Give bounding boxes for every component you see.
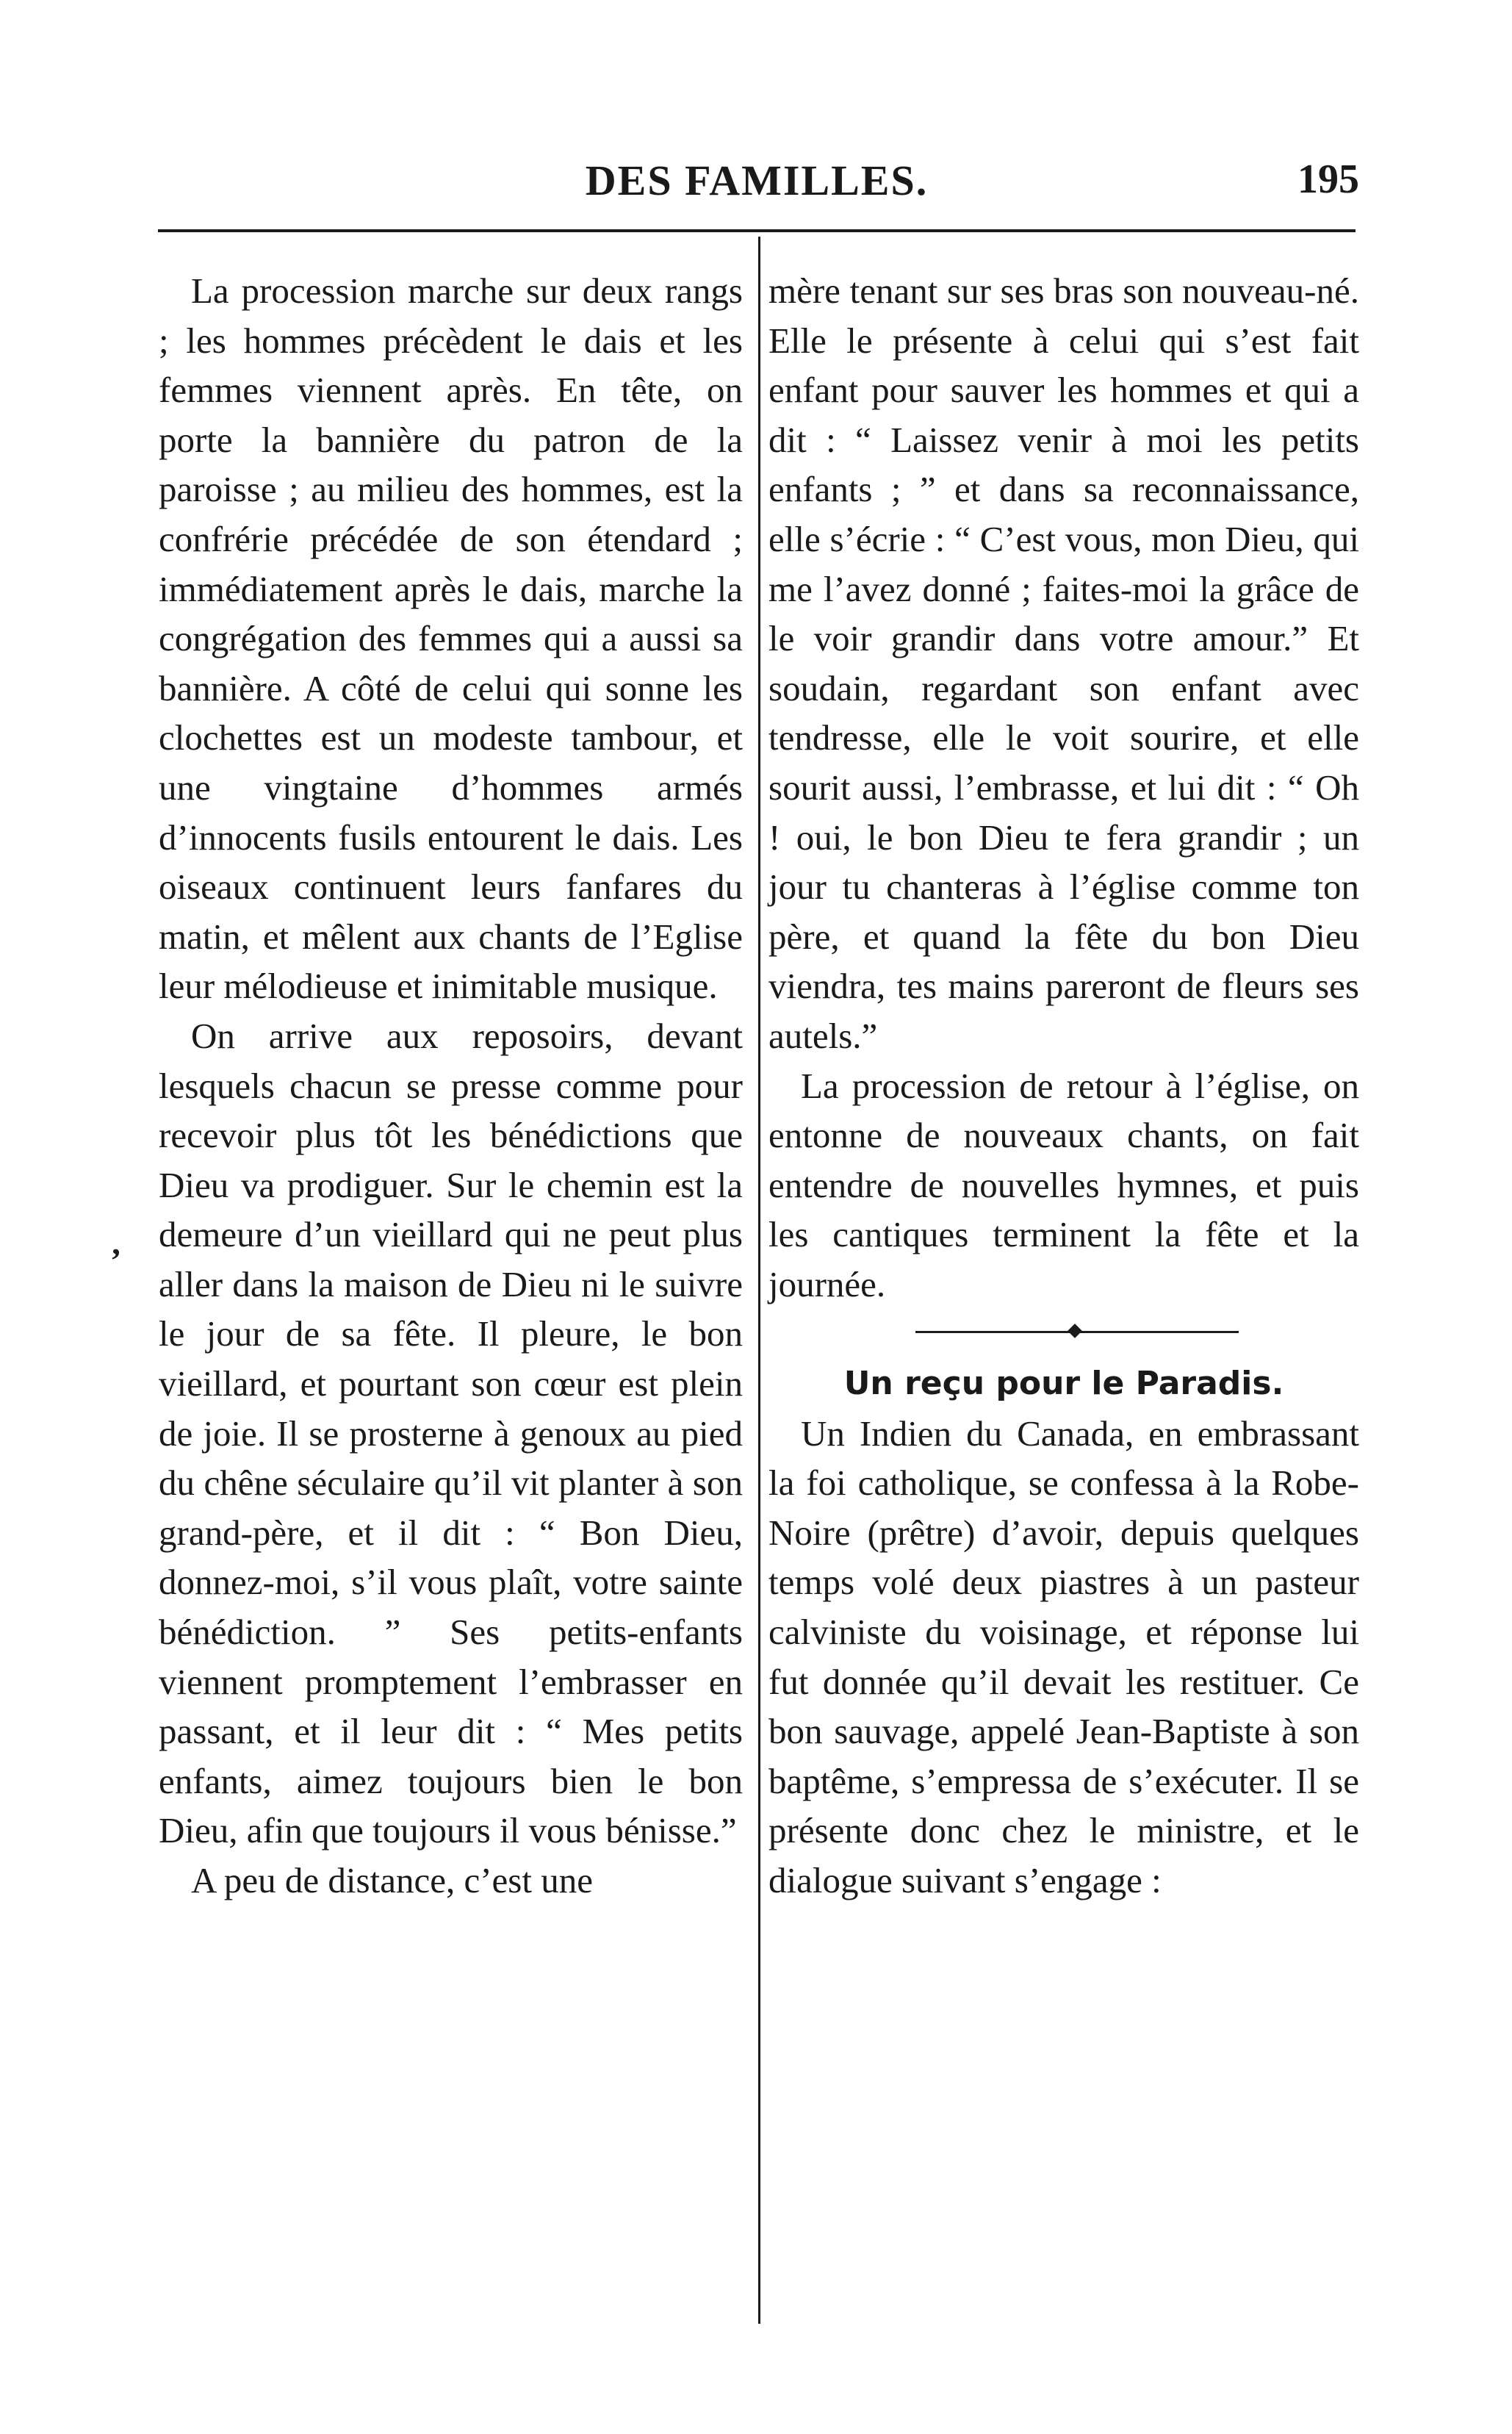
paragraph-retour: La procession de retour à l’église, on entonne de nouveaux chants, on fait entendre de nouvelles hymnes, et puis les cantiques terminent la fête et la journée. <box>768 1065 1359 1304</box>
paragraph-continuation: mère tenant sur ses bras son nouveau-né. Elle le présente à celui qui s’est fait enfant pour sauver les hommes et qui a dit : “ Laissez venir à moi les petits enfants ; ” et dans sa reconnaissance, elle s’écrie : “ C’est vous, mon Dieu, qui me l’avez donné ; faites-moi la grâce de le voir grandir dans votre amour.” Et soudain, regardant son enfant avec tendresse, elle le voit sourire, et elle sourit aussi, l’embrasse, et lui dit : “ Oh ! oui, le bon Dieu te fera grandir ; un jour tu chanteras à l’église comme ton père, et quand la fête du bon Dieu viendra, tes mains pareront de fleurs ses autels.” <box>768 270 1359 1056</box>
page-header <box>154 156 1359 207</box>
section-heading: Un reçu pour le Paradis. <box>843 1365 1284 1403</box>
running-title: DES FAMILLES. <box>585 157 929 204</box>
paragraph-distance: A peu de distance, c’est une <box>191 1860 593 1900</box>
section-divider <box>768 1309 1359 1359</box>
divider-ornament <box>1068 1324 1082 1339</box>
page-number: 195 <box>1297 157 1359 202</box>
right-column <box>768 266 1359 1906</box>
header-rule <box>158 229 1356 232</box>
paragraph-procession: La procession marche sur deux rangs ; les hommes précèdent le dais et les femmes viennent après. En tête, on porte la bannière du patron de la paroisse ; au milieu des hommes, est la confrérie précédée de son étendard ; immédiatement après le dais, marche la congrégation des femmes qui a aussi sa bannière. A côté de celui qui sonne les clochettes est un modeste tambour, et une vingtaine d’hommes armés d’innocents fusils entourent le dais. Les oiseaux continuent leurs fanfares du matin, et mêlent aux chants de l’Eglise leur mélodieuse et inimitable musique. <box>159 270 743 1007</box>
margin-mark: ’ <box>110 1241 122 1279</box>
left-column <box>159 266 743 1906</box>
paragraph-indien: Un Indien du Canada, en embrassant la foi catholique, se confessa à la Robe-Noire (prêtre) d’avoir, depuis quelques temps volé deux piastres à un pasteur calviniste du voisinage, et réponse lui fut donnée qu’il devait les restituer. Ce bon sauvage, appelé Jean-Baptiste à son baptême, s’empressa de s’exécuter. Il se présente donc chez le ministre, et le dialogue suivant s’engage : <box>768 1412 1359 1900</box>
column-divider <box>758 237 760 2324</box>
paragraph-reposoirs: On arrive aux reposoirs, devant lesquels chacun se presse comme pour recevoir plus tôt les bénédictions que Dieu va prodiguer. Sur le chemin est la demeure d’un vieillard qui ne peut plus aller dans la maison de Dieu ni le suivre le jour de sa fête. Il pleure, le bon vieillard, et pourtant son cœur est plein de joie. Il se prosterne à genoux au pied du chêne séculaire qu’il vit planter à son grand-père, et il dit : “ Bon Dieu, donnez-moi, s’il vous plaît, votre sainte bénédiction. ” Ses petits-enfants viennent promptement l’embrasser en passant, et il leur dit : “ Mes petits enfants, aimez toujours bien le bon Dieu, afin que toujours il vous bénisse.” <box>159 1015 743 1851</box>
